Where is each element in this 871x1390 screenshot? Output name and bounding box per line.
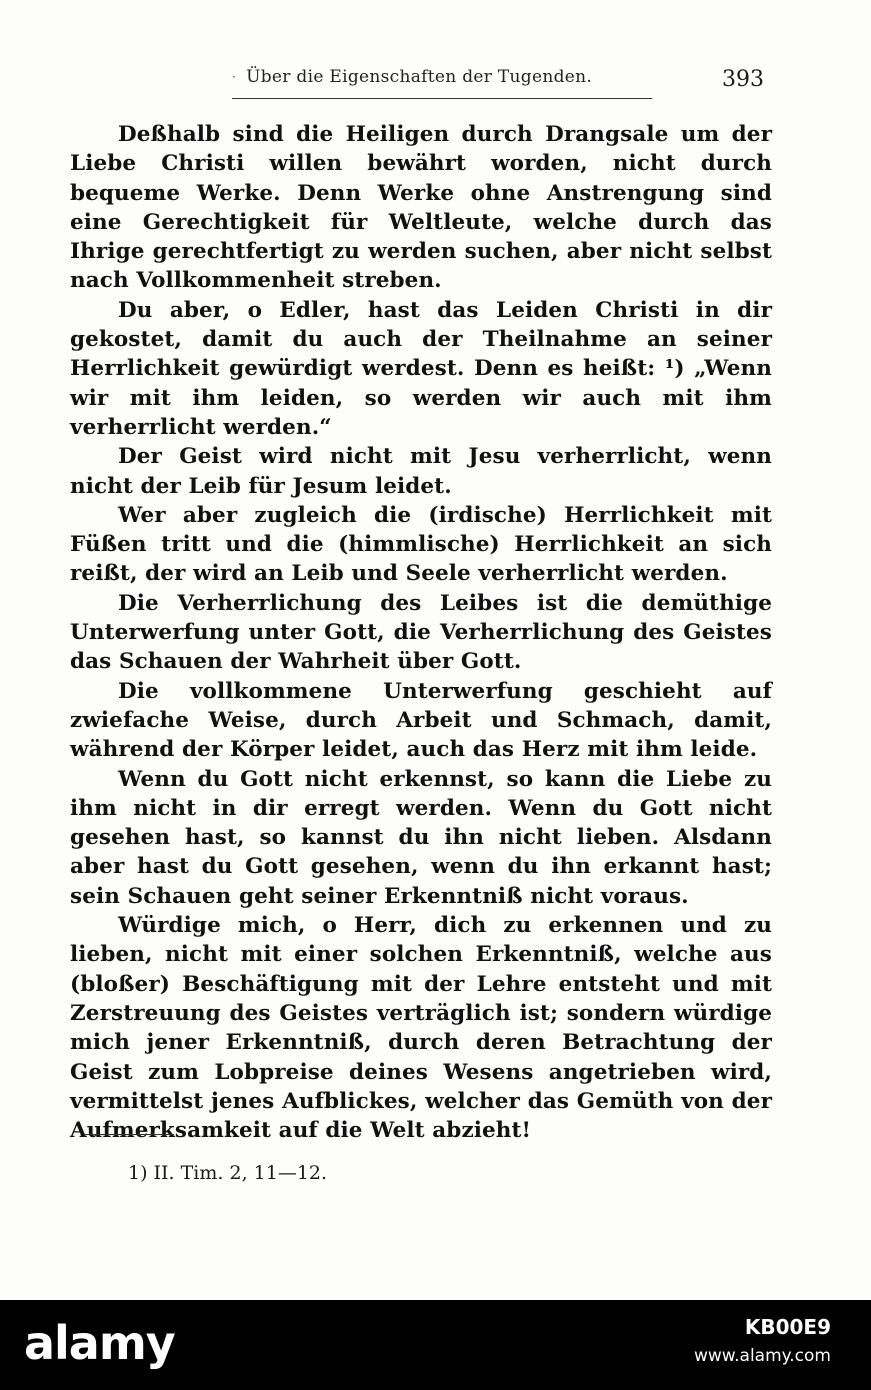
paragraph: Wenn du Gott nicht erkennst, so kann die Liebe zu ihm nicht in dir erregt werden. Wenn du Gott nicht gesehen hast, so kannst du ihn nicht lieben. Alsdann aber hast du Gott gesehen, wenn du ihn erkannt hast; sein Schauen geht seiner Erkenntniß nicht voraus.	[70, 766, 772, 909]
alamy-logo: alamy	[24, 1316, 175, 1370]
running-title: Über die Eigenschaften der Tugenden.	[246, 67, 593, 87]
watermark-bar	[0, 1300, 871, 1390]
paragraph: Die vollkommene Unterwerfung geschieht auf zwiefache Weise, durch Arbeit und Schmach, damit, während der Körper leidet, auch das Herz mit ihm leide.	[70, 678, 772, 763]
image-id: KB00E9	[744, 1315, 831, 1339]
paragraph: Du aber, o Edler, hast das Leiden Christi in dir gekostet, damit du auch der Theilnahme an seiner Herrlichkeit gewürdigt werdest. Denn es heißt: ¹) „Wenn wir mit ihm leiden, so werden wir auch mit ihm verherrlicht werden.“	[70, 297, 772, 440]
paragraph: Deßhalb sind die Heiligen durch Drangsale um der Liebe Christi willen bewährt worden, nicht durch bequeme Werke. Denn Werke ohne Anstrengung sind eine Gerechtigkeit für Weltleute, welche durch das Ihrige gerechtfertigt zu werden suchen, aber nicht selbst nach Vollkommenheit streben.	[70, 122, 772, 294]
footnote-rule	[84, 1134, 174, 1135]
ornament-mark: ·	[232, 70, 237, 84]
footnote: 1) II. Tim. 2, 11—12.	[128, 1162, 328, 1184]
page-number: 393	[722, 67, 764, 92]
paragraph: Wer aber zugleich die (irdische) Herrlichkeit mit Füßen tritt und die (himmlische) Herrlichkeit an sich reißt, der wird an Leib und Seele verherrlicht werden.	[70, 502, 772, 587]
running-head	[232, 62, 652, 99]
paragraph: Die Verherrlichung des Leibes ist die demüthige Unterwerfung unter Gott, die Verherrlichung des Geistes das Schauen der Wahrheit über Gott.	[70, 590, 772, 675]
body-text	[70, 120, 772, 1145]
paragraph: Der Geist wird nicht mit Jesu verherrlicht, wenn nicht der Leib für Jesum leidet.	[70, 444, 772, 499]
paragraph: Würdige mich, o Herr, dich zu erkennen und zu lieben, nicht mit einer solchen Erkenntniß, welche aus (bloßer) Beschäftigung mit der Lehre entsteht und mit Zerstreuung des Geistes verträglich ist; sondern würdige mich jener Erkenntniß, durch deren Betrachtung der Geist zum Lobpreise deines Wesens angetrieben wird, vermittelst jenes Aufblickes, welcher das Gemüth von der Aufmerksamkeit auf die Welt abzieht!	[70, 913, 772, 1144]
watermark-url: www.alamy.com	[693, 1346, 831, 1366]
